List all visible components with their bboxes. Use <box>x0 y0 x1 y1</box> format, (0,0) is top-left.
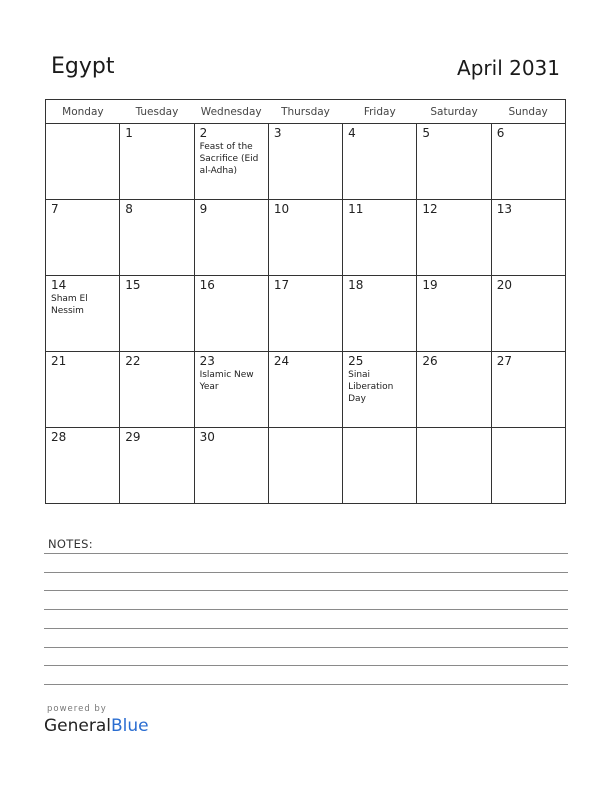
week-row <box>46 124 566 200</box>
day-number: 15 <box>125 278 141 292</box>
day-cell <box>491 200 565 276</box>
day-number: 9 <box>199 202 208 216</box>
day-cell <box>417 352 491 428</box>
calendar-grid <box>45 99 566 504</box>
week-row <box>46 200 566 276</box>
day-cell <box>343 276 417 352</box>
day-number: 11 <box>348 202 364 216</box>
day-number: 12 <box>422 202 438 216</box>
day-cell <box>343 352 417 428</box>
day-number: 10 <box>273 202 290 216</box>
holiday-label: Feast of the Sacrifice (Eid al-Adha) <box>199 142 259 176</box>
weekday-header: Sunday <box>491 100 565 124</box>
day-number: 8 <box>125 202 133 216</box>
day-cell <box>491 428 565 504</box>
day-cell <box>491 124 565 200</box>
day-cell <box>120 124 194 200</box>
day-number: 23 <box>199 354 215 368</box>
day-number: 20 <box>496 278 512 292</box>
weekday-header: Tuesday <box>120 100 194 124</box>
day-cell <box>46 428 120 504</box>
day-cell <box>491 352 565 428</box>
notes-line <box>44 647 568 648</box>
day-number: 1 <box>125 126 133 140</box>
day-cell <box>417 276 491 352</box>
day-cell <box>268 124 342 200</box>
day-number: 27 <box>496 354 512 368</box>
day-cell <box>194 124 268 200</box>
day-number: 14 <box>51 278 67 292</box>
weekday-header: Thursday <box>268 100 342 124</box>
weekday-header: Friday <box>343 100 417 124</box>
day-number: 19 <box>422 278 438 292</box>
holiday-label: Islamic New Year <box>199 370 254 392</box>
holiday-label: Sham El Nessim <box>51 294 88 316</box>
weekday-header: Wednesday <box>194 100 268 124</box>
day-cell <box>46 124 120 200</box>
day-cell <box>343 428 417 504</box>
day-cell <box>491 276 565 352</box>
day-cell <box>343 200 417 276</box>
day-number: 18 <box>348 278 364 292</box>
day-number: 13 <box>496 202 512 216</box>
day-number: 25 <box>348 354 364 368</box>
day-cell <box>194 352 268 428</box>
notes-line <box>44 553 568 554</box>
country-title: Egypt <box>51 54 115 79</box>
day-number: 26 <box>422 354 438 368</box>
notes-line <box>44 628 568 629</box>
holiday-label: Sinai Liberation Day <box>348 370 394 404</box>
day-number: 22 <box>125 354 141 368</box>
day-number: 2 <box>199 126 208 140</box>
day-cell <box>120 428 194 504</box>
notes-label: NOTES: <box>48 537 93 551</box>
week-row <box>46 352 566 428</box>
weekday-header-row <box>46 100 566 124</box>
week-row <box>46 428 566 504</box>
day-cell <box>194 200 268 276</box>
day-cell <box>268 352 342 428</box>
notes-line <box>44 665 568 666</box>
day-cell <box>268 200 342 276</box>
day-number: 17 <box>273 278 290 292</box>
month-title: April 2031 <box>457 56 560 80</box>
day-cell <box>417 200 491 276</box>
day-cell <box>46 200 120 276</box>
day-cell <box>194 276 268 352</box>
powered-by-text: powered by <box>47 704 107 714</box>
day-number: 24 <box>273 354 290 368</box>
day-number: 5 <box>422 126 431 140</box>
day-number: 29 <box>125 430 141 444</box>
notes-line <box>44 684 568 685</box>
brand-general: General <box>44 716 111 736</box>
day-number: 7 <box>51 202 59 216</box>
day-cell <box>417 428 491 504</box>
notes-line <box>44 590 568 591</box>
notes-line <box>44 609 568 610</box>
day-cell <box>120 352 194 428</box>
day-number: 30 <box>199 430 215 444</box>
generalblue-logo[interactable] <box>44 716 149 736</box>
day-number: 28 <box>51 430 67 444</box>
day-number: 3 <box>273 126 282 140</box>
day-cell <box>343 124 417 200</box>
day-number: 4 <box>348 126 356 140</box>
day-cell <box>268 428 342 504</box>
day-cell <box>46 352 120 428</box>
notes-line <box>44 572 568 573</box>
day-number: 6 <box>496 126 505 140</box>
day-cell <box>120 200 194 276</box>
day-cell <box>46 276 120 352</box>
day-cell <box>268 276 342 352</box>
day-number: 16 <box>199 278 215 292</box>
day-cell <box>120 276 194 352</box>
brand-blue: Blue <box>111 716 149 736</box>
day-cell <box>194 428 268 504</box>
weekday-header: Saturday <box>417 100 491 124</box>
week-row <box>46 276 566 352</box>
day-number: 21 <box>51 354 67 368</box>
day-cell <box>417 124 491 200</box>
weekday-header: Monday <box>46 100 120 124</box>
